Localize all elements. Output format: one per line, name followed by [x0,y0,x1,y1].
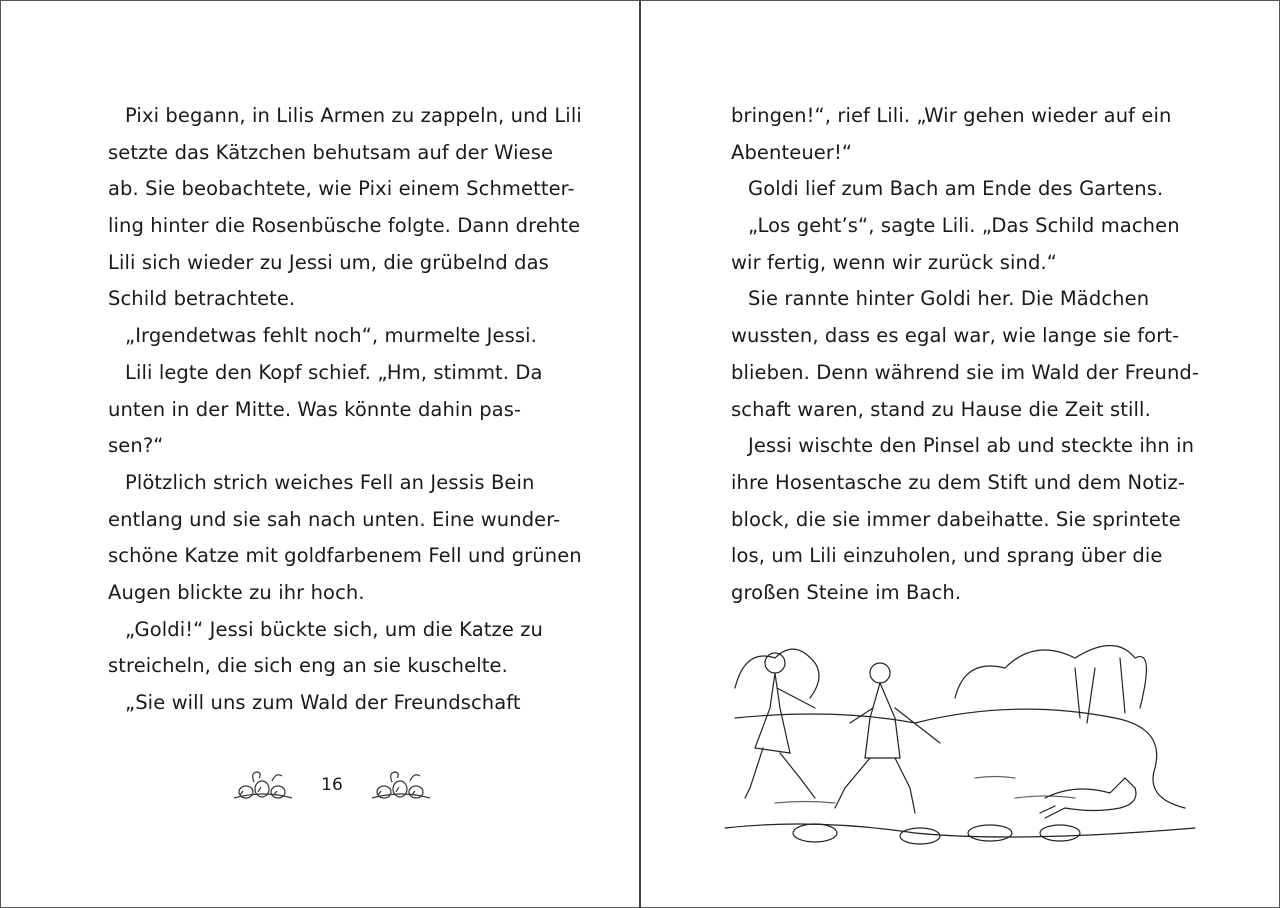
text-line: wussten, dass es egal war, wie lange sie fort- [731,324,1180,348]
right-page-text [731,98,1201,612]
stone [900,828,940,844]
text-line: Sie rannte hinter Goldi her. Die Mädchen [748,287,1150,311]
text-line: streicheln, die sich eng an sie kuschelte. [108,654,508,678]
stone [1040,825,1080,841]
stone [793,824,837,842]
text-line: sen?“ [108,434,164,458]
text-line: Lili sich wieder zu Jessi um, die grübelnd das [108,250,549,274]
text-line: „Irgendetwas fehlt noch“, murmelte Jessi. [125,324,537,348]
text-line: „Goldi!“ Jessi bückte sich, um die Katze zu [125,617,544,641]
text-line: Goldi lief zum Bach am Ende des Gartens. [748,177,1164,201]
ornament-right-icon [370,768,432,802]
text-line: Lili legte den Kopf schief. „Hm, stimmt. Da [125,360,543,384]
text-line: schaft waren, stand zu Hause die Zeit still. [731,397,1151,421]
text-line: ling hinter die Rosenbüsche folgte. Dann drehte [108,214,581,238]
text-line: block, die sie immer dabeihatte. Sie sprintete [731,507,1181,531]
text-line: blieben. Denn während sie im Wald der Freund- [731,360,1200,384]
stream-bank [735,709,1185,808]
text-line: Schild betrachtete. [108,287,296,311]
text-line: Augen blickte zu ihr hoch. [108,580,365,604]
text-line: Jessi wischte den Pinsel ab und steckte ihn in [748,434,1195,458]
text-line: ihre Hosentasche zu dem Stift und dem Notiz- [731,470,1185,494]
text-line: Pixi begann, in Lilis Armen zu zappeln, und Lili [125,104,582,127]
trees-right [955,646,1146,709]
left-page-text [108,98,582,722]
text-line: Plötzlich strich weiches Fell an Jessis Bein [125,470,535,494]
book-spine-divider [639,0,641,908]
text-line: unten in der Mitte. Was könnte dahin pas- [108,397,522,421]
text-line: Abenteuer!“ [731,140,853,164]
cat [1040,778,1136,818]
text-line: bringen!“, rief Lili. „Wir gehen wieder auf ein [731,104,1172,127]
text-line: ab. Sie beobachtete, wie Pixi einem Schmetter- [108,177,575,201]
page-footer [232,768,432,802]
text-line: „Sie will uns zum Wald der Freundschaft [125,691,521,714]
illustration-girls-crossing-stream [715,628,1205,878]
ornament-left-icon [232,768,294,802]
text-line: setzte das Kätzchen behutsam auf der Wiese [108,140,554,164]
text-line: wir fertig, wenn wir zurück sind.“ [731,250,1057,274]
text-line: entlang und sie sah nach unten. Eine wunder- [108,507,561,531]
text-line: „Los geht’s“, sagte Lili. „Das Schild machen [748,214,1180,238]
text-line: schöne Katze mit goldfarbenem Fell und grünen [108,544,582,568]
text-line: großen Steine im Bach. [731,580,962,604]
stone [968,825,1012,841]
text-line: los, um Lili einzuholen, und sprang über die [731,544,1163,568]
page-number: 16 [321,775,343,795]
